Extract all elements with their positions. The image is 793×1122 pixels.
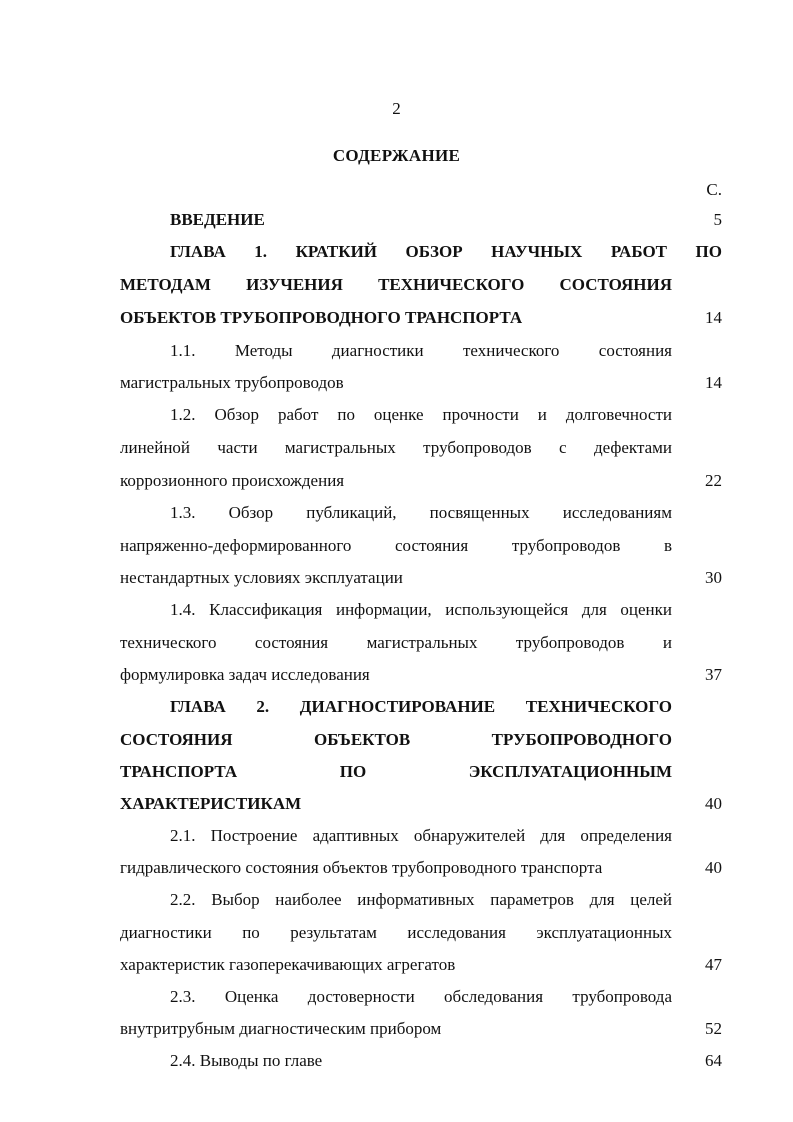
toc-line: ОБЪЕКТОВ ТРУБОПРОВОДНОГО ТРАНСПОРТА bbox=[120, 308, 523, 327]
toc-line: нестандартных условиях эксплуатации bbox=[120, 568, 403, 587]
toc-line: 2.1. Построение адаптивных обнаружителей для определения bbox=[170, 826, 672, 845]
toc-line: 2.3. Оценка достоверности обследования трубопровода bbox=[170, 987, 672, 1006]
toc-page-number: 14 bbox=[705, 373, 722, 392]
toc-line: 1.4. Классификация информации, использующейся для оценки bbox=[170, 600, 672, 619]
toc-line: напряженно-деформированного состояния трубопроводов в bbox=[120, 536, 672, 555]
toc-line: 2.2. Выбор наиболее информативных параметров для целей bbox=[170, 890, 672, 909]
toc-line: гидравлического состояния объектов трубопроводного транспорта bbox=[120, 858, 603, 877]
toc-page-number: 52 bbox=[705, 1019, 722, 1038]
toc-line: магистральных трубопроводов bbox=[120, 373, 344, 392]
toc-line: технического состояния магистральных трубопроводов и bbox=[120, 633, 672, 652]
toc-line: внутритрубным диагностическим прибором bbox=[120, 1019, 442, 1038]
toc-line: ГЛАВА 1. КРАТКИЙ ОБЗОР НАУЧНЫХ РАБОТ ПО bbox=[170, 242, 722, 261]
toc-line: МЕТОДАМ ИЗУЧЕНИЯ ТЕХНИЧЕСКОГО СОСТОЯНИЯ bbox=[120, 275, 672, 294]
toc-page-number: 22 bbox=[705, 471, 722, 490]
toc-page-number: 37 bbox=[705, 665, 722, 684]
page-column-label: С. bbox=[706, 180, 722, 199]
page-number: 2 bbox=[392, 99, 401, 118]
toc-line: 1.2. Обзор работ по оценке прочности и долговечности bbox=[170, 405, 672, 424]
toc-page-number: 30 bbox=[705, 568, 722, 587]
toc-line: СОСТОЯНИЯ ОБЪЕКТОВ ТРУБОПРОВОДНОГО bbox=[120, 730, 672, 749]
toc-line: ГЛАВА 2. ДИАГНОСТИРОВАНИЕ ТЕХНИЧЕСКОГО bbox=[170, 697, 672, 716]
page-title: СОДЕРЖАНИЕ bbox=[332, 146, 461, 165]
toc-line: формулировка задач исследования bbox=[120, 665, 370, 684]
toc-page-number: 14 bbox=[705, 308, 722, 327]
toc-page-number: 5 bbox=[713, 210, 722, 229]
toc-line: 2.4. Выводы по главе bbox=[170, 1051, 323, 1070]
toc-line: 1.1. Методы диагностики технического состояния bbox=[170, 341, 672, 360]
toc-line: линейной части магистральных трубопроводов с дефектами bbox=[120, 438, 672, 457]
toc-page-number: 40 bbox=[705, 794, 722, 813]
toc-line: характеристик газоперекачивающих агрегатов bbox=[120, 955, 456, 974]
toc-page-number: 47 bbox=[705, 955, 722, 974]
toc-line: диагностики по результатам исследования эксплуатационных bbox=[120, 923, 672, 942]
toc-line: коррозионного происхождения bbox=[120, 471, 345, 490]
toc-line: ВВЕДЕНИЕ bbox=[170, 210, 265, 229]
toc-line: ХАРАКТЕРИСТИКАМ bbox=[120, 794, 302, 813]
toc-line: 1.3. Обзор публикаций, посвященных исследованиям bbox=[170, 503, 672, 522]
toc-page-number: 40 bbox=[705, 858, 722, 877]
toc-page-number: 64 bbox=[705, 1051, 722, 1070]
toc-line: ТРАНСПОРТА ПО ЭКСПЛУАТАЦИОННЫМ bbox=[120, 762, 672, 781]
